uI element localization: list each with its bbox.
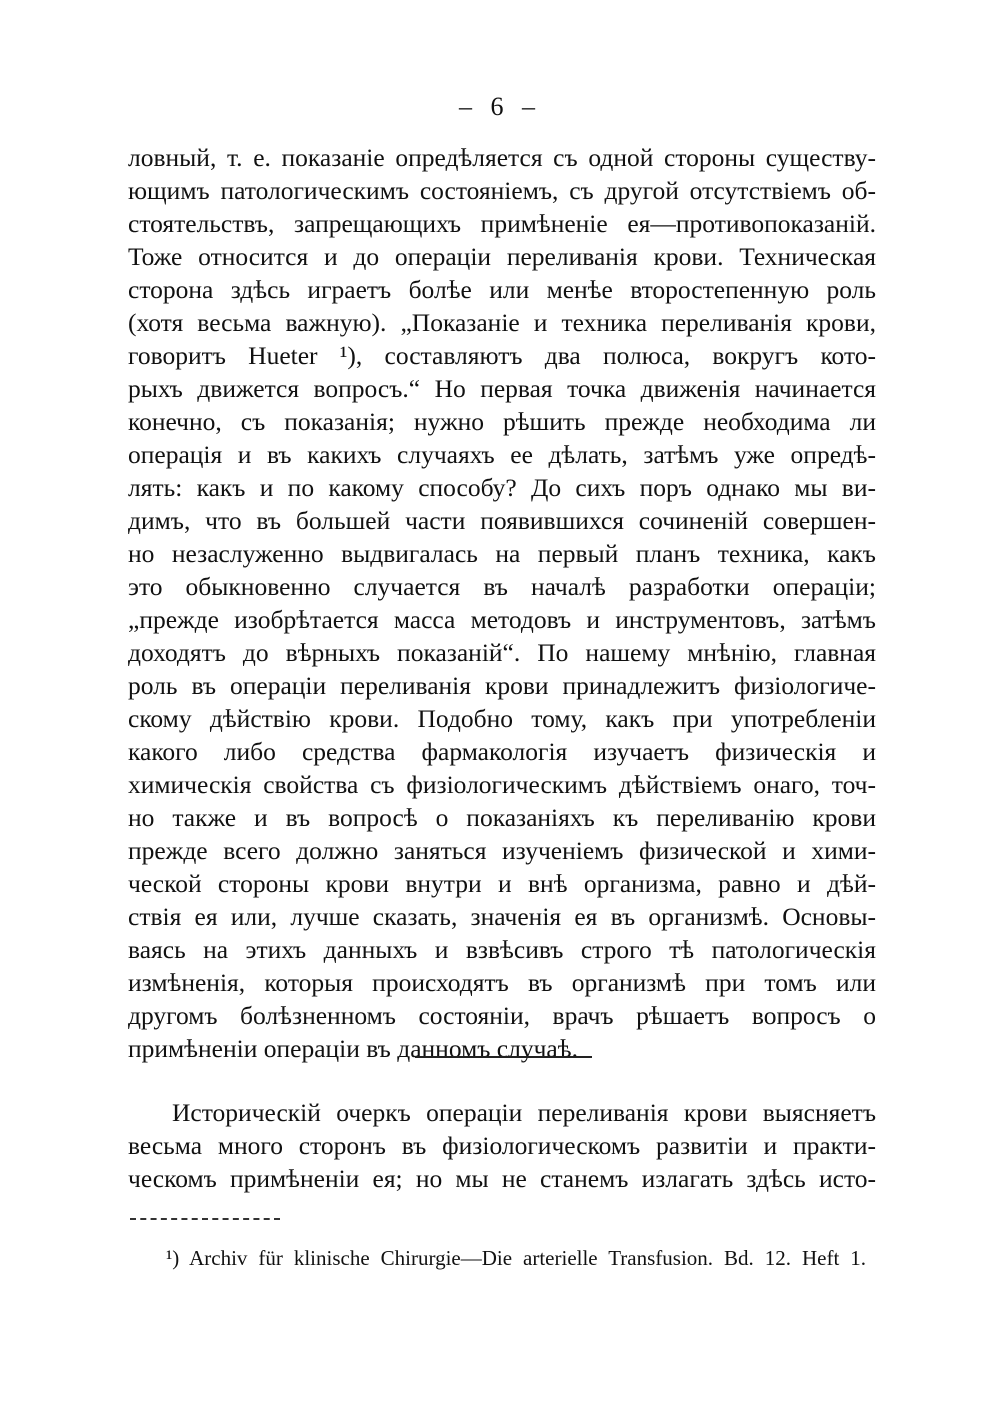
text-line: „прежде изобрѣтается масса методовъ и инструментовъ, затѣмъ: [128, 605, 876, 634]
page-number: – 6 –: [459, 92, 541, 121]
text-line: но также и въ вопросѣ о показаніяхъ къ переливанію крови: [128, 803, 876, 832]
text-line: конечно, съ показанія; нужно рѣшить прежде необходима ли: [128, 407, 876, 436]
text-line: доходятъ до вѣрныхъ показаній“. По нашему мнѣнію, главная: [128, 638, 876, 667]
text-line: скому дѣйствію крови. Подобно тому, какъ при употребленіи: [128, 704, 876, 733]
text-line: другомъ болѣзненномъ состояніи, врачъ рѣшаетъ вопросъ о: [128, 1001, 876, 1030]
text-line: но незаслуженно выдвигалась на первый планъ техника, какъ: [128, 539, 876, 568]
footnote-rule: [130, 1218, 280, 1220]
text-line: химическія свойства съ физіологическимъ дѣйствіемъ онаго, точ-: [128, 770, 876, 799]
text-line: это обыкновенно случается въ началѣ разработки операціи;: [128, 572, 876, 601]
text-line: стоятельствъ, запрещающихъ примѣненіе ея—противопоказаній.: [128, 209, 876, 238]
text-line: (хотя весьма важную). „Показаніе и техника переливанія крови,: [128, 308, 876, 337]
text-line: ствія ея или, лучше сказать, значенія ея въ организмѣ. Основы-: [128, 902, 876, 931]
text-line: весьма много сторонъ въ физіологическомъ развитіи и практи-: [128, 1131, 876, 1160]
text-line: прежде всего должно заняться изученіемъ физической и хими-: [128, 836, 876, 865]
footnote: ¹) Archiv für klinische Chirurgie—Die arterielle Transfusion. Bd. 12. Heft 1.: [166, 1246, 866, 1270]
text-line: Историческій очеркъ операціи переливанія крови выясняетъ: [172, 1098, 876, 1127]
text-line: ловный, т. е. показаніе опредѣляется съ одной стороны существу-: [128, 143, 876, 172]
text-line: роль въ операціи переливанія крови принадлежитъ физіологиче-: [128, 671, 876, 700]
text-line: сторона здѣсь играетъ болѣе или менѣе второстепенную роль: [128, 275, 876, 304]
text-line: ваясь на этихъ данныхъ и взвѣсивъ строго тѣ патологическія: [128, 935, 876, 964]
section-divider: [415, 1056, 592, 1058]
text-line: говоритъ Hueter ¹), составляютъ два полюса, вокругъ кото-: [128, 341, 876, 370]
text-line: ющимъ патологическимъ состояніемъ, съ другой отсутствіемъ об-: [128, 176, 876, 205]
text-line: операція и въ какихъ случаяхъ ее дѣлать, затѣмъ уже опредѣ-: [128, 440, 876, 469]
text-line: ческой стороны крови внутри и внѣ организма, равно и дѣй-: [128, 869, 876, 898]
text-line: Тоже относится и до операціи переливанія крови. Техническая: [128, 242, 876, 271]
text-line: ческомъ примѣненіи ея; но мы не станемъ излагать здѣсь исто-: [128, 1164, 876, 1193]
text-line: какого либо средства фармакологія изучаетъ физическія и: [128, 737, 876, 766]
text-line: лять: какъ и по какому способу? До сихъ поръ однако мы ви-: [128, 473, 876, 502]
text-line: примѣненіи операціи въ данномъ случаѣ.: [128, 1034, 578, 1063]
text-line: измѣненія, которыя происходятъ въ организмѣ при томъ или: [128, 968, 876, 997]
text-line: рыхъ движется вопросъ.“ Но первая точка движенія начинается: [128, 374, 876, 403]
text-line: димъ, что въ большей части появившихся сочиненій совершен-: [128, 506, 876, 535]
